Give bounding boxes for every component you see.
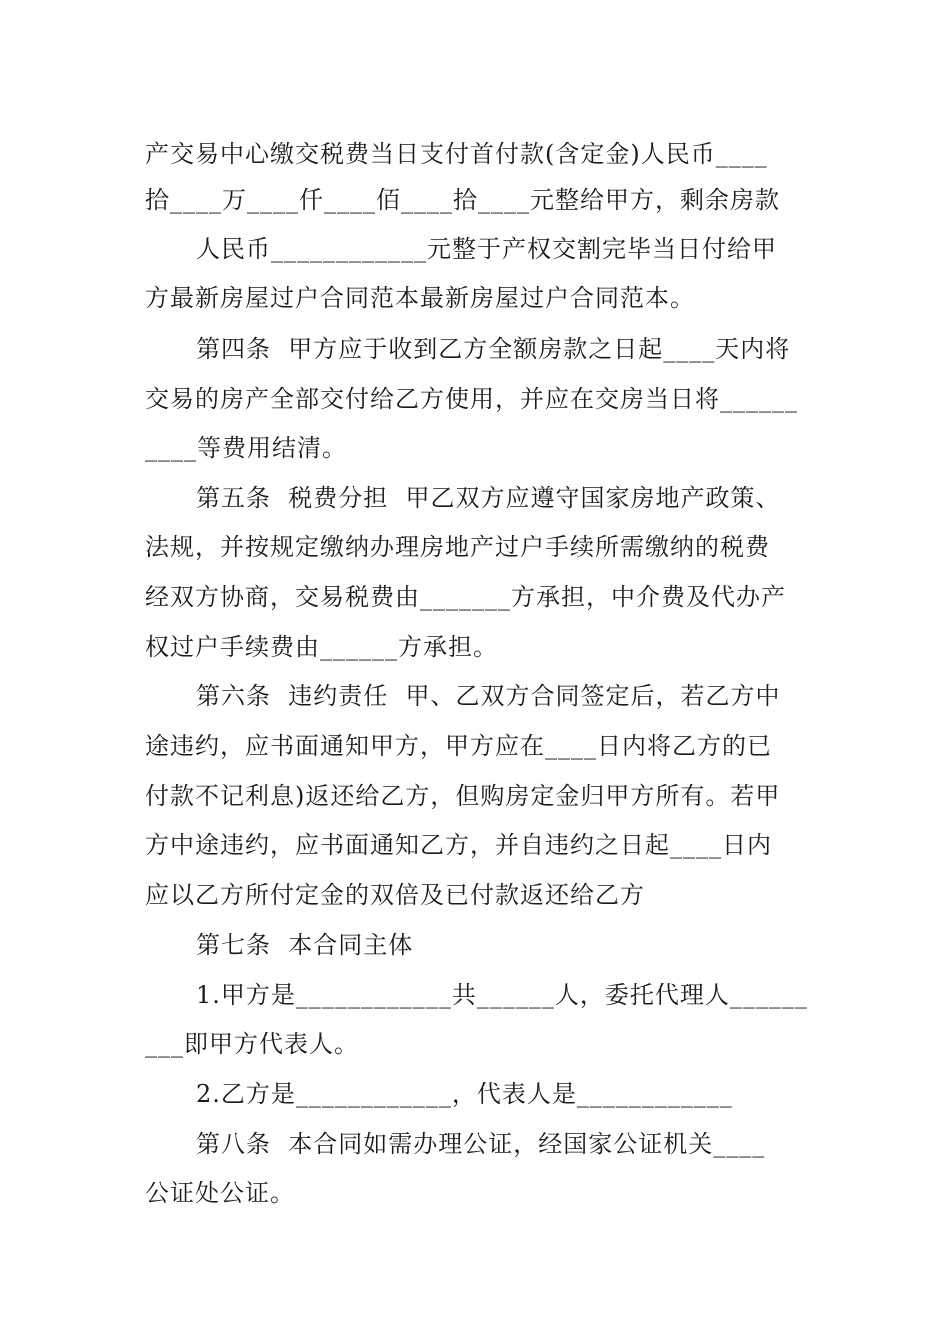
text-line: 应以乙方所付定金的双倍及已付款返还给乙方 [145,881,645,909]
text-line: 法规，并按规定缴纳办理房地产过户手续所需缴纳的税费 [145,533,770,561]
text-line: 权过户手续费由______方承担。 [145,633,498,661]
text-line: 付款不记利息)返还给乙方，但购房定金归甲方所有。若甲 [145,782,781,810]
text-line: 交易的房产全部交付给乙方使用，并应在交房当日将______ [145,385,798,413]
text-line: 产交易中心缴交税费当日支付首付款(含定金)人民币____ [145,140,768,168]
text-line: 经双方协商，交易税费由_______方承担，中介费及代办产 [145,583,786,611]
text-line: 方中途违约，应书面通知乙方，并自违约之日起____日内 [145,831,772,859]
article-6-heading-line: 第六条 违约责任 甲、乙双方合同签定后，若乙方中 [196,682,781,710]
text-line: 2.乙方是____________，代表人是____________ [196,1080,733,1108]
text-line: 方最新房屋过户合同范本最新房屋过户合同范本。 [145,284,695,312]
text-line: ____等费用结清。 [145,434,347,462]
article-7-heading-line: 第七条 本合同主体 [196,931,414,959]
text-line: ___即甲方代表人。 [145,1030,359,1058]
article-4-heading-line: 第四条 甲方应于收到乙方全额房款之日起____天内将 [196,335,791,363]
article-5-heading-line: 第五条 税费分担 甲乙双方应遵守国家房地产政策、 [196,484,781,512]
text-line: 人民币____________元整于产权交割完毕当日付给甲 [196,235,777,263]
text-line: 1.甲方是____________共______人，委托代理人______ [196,981,808,1009]
article-8-heading-line: 第八条 本合同如需办理公证，经国家公证机关____ [196,1130,766,1158]
text-line: 拾____万____仟____佰____拾____元整给甲方，剩余房款 [145,186,780,214]
text-line: 公证处公证。 [145,1179,295,1207]
text-line: 途违约，应书面通知甲方，甲方应在____日内将乙方的已 [145,732,772,760]
